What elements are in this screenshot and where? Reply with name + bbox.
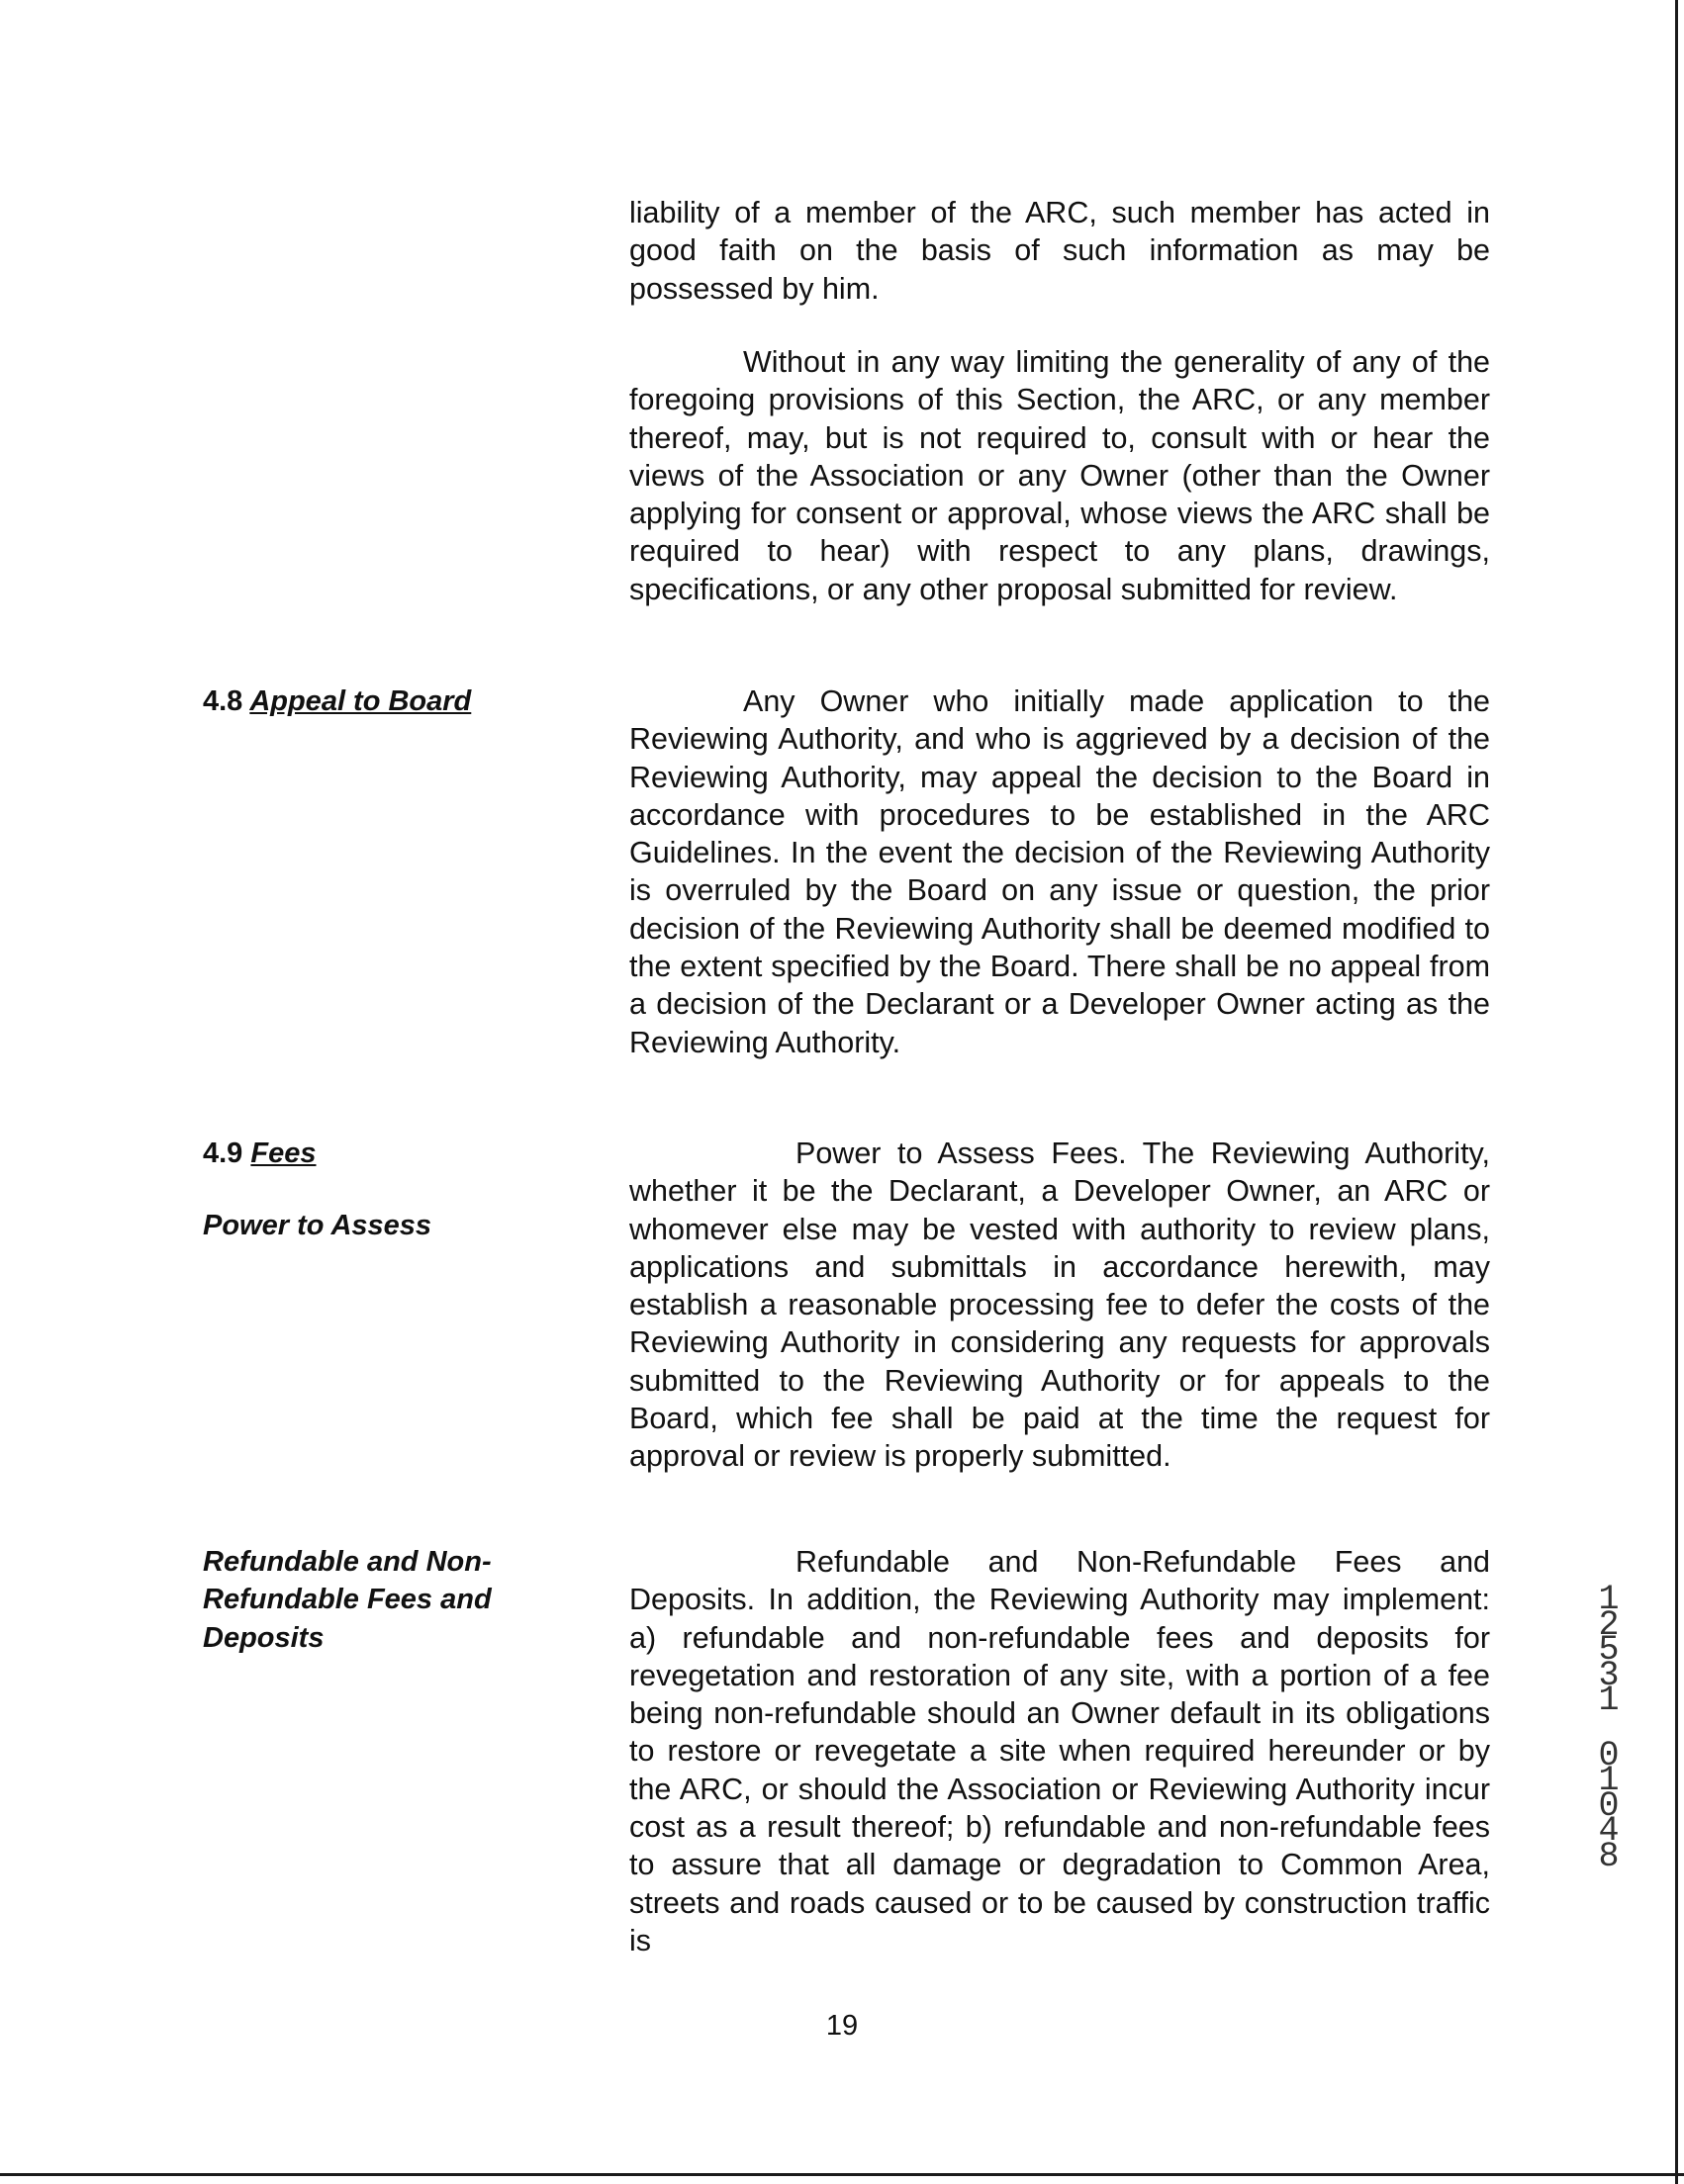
paragraph-liability: liability of a member of the ARC, such member has acted in good faith on the basis of such information as may be possessed by him. bbox=[629, 196, 1490, 306]
stamp-line-1: 12531 bbox=[1598, 1580, 1620, 1720]
page-bottom-border bbox=[0, 2173, 1684, 2176]
page-right-border bbox=[1675, 0, 1678, 2184]
page-number: 19 bbox=[825, 2010, 859, 2042]
subheading-refundable-line-1: Refundable and Non- bbox=[203, 1546, 492, 1578]
subheading-refundable-fees bbox=[203, 1543, 559, 1657]
subheading-power-to-assess: Power to Assess bbox=[203, 1210, 432, 1241]
recording-stamp bbox=[1594, 1580, 1624, 1876]
section-4-9-number: 4.9 bbox=[203, 1138, 243, 1169]
section-4-9-heading bbox=[203, 1135, 559, 1172]
paragraph-power-to-assess: Power to Assess Fees. The Reviewing Authority, whether it be the Declarant, a Developer Owner, an ARC or whomever else may be vested with authority to review plans, applications and submittals in accordance herewith, may establish a reasonable processing fee to defer the costs of the Reviewing Authority in considering any requests for approvals submitted to the Reviewing Authority or for appeals to the Board, which fee shall be paid at the time the request for approval or review is properly submitted. bbox=[629, 1137, 1490, 1474]
section-4-8-number: 4.8 bbox=[203, 685, 243, 717]
subheading-refundable-line-3: Deposits bbox=[203, 1621, 325, 1654]
section-4-8-heading bbox=[203, 682, 559, 720]
stamp-line-2: 01048 bbox=[1598, 1735, 1620, 1876]
subheading-refundable-line-2: Refundable Fees and bbox=[203, 1584, 492, 1616]
paragraph-refundable-fees: Refundable and Non-Refundable Fees and Deposits. In addition, the Reviewing Authority may implement: a) refundable and non-refundable fees and deposits for revegetation and restoration of any site, with a portion of a fee being non-refundable should an Owner default in its obligations to restore or revegetate a site when required hereunder or by the ARC, or should the Association or Reviewing Authority incur cost as a result thereof; b) refundable and non-refundable fees to assure that all damage or degradation to Common Area, streets and roads caused or to be caused by construction traffic is bbox=[629, 1545, 1490, 1957]
paragraph-without-limiting: Without in any way limiting the generality of any of the foregoing provisions of this Section, the ARC, or any member thereof, may, but is not required to, consult with or hear the views of the Association or any Owner (other than the Owner applying for consent or approval, whose views the ARC shall be required to hear) with respect to any plans, drawings, specifications, or any other proposal submitted for review. bbox=[629, 345, 1490, 606]
paragraph-appeal-to-board: Any Owner who initially made application to the Reviewing Authority, and who is aggrieved by a decision of the Reviewing Authority, may appeal the decision to the Board in accordance with procedures to be established in the ARC Guidelines. In the event the decision of the Reviewing Authority is overruled by the Board on any issue or question, the prior decision of the Reviewing Authority shall be deemed modified to the extent specified by the Board. There shall be no appeal from a decision of the Declarant or a Developer Owner acting as the Reviewing Authority. bbox=[629, 684, 1490, 1059]
section-4-9-title: Fees bbox=[250, 1138, 317, 1169]
section-4-8-title: Appeal to Board bbox=[249, 685, 472, 717]
